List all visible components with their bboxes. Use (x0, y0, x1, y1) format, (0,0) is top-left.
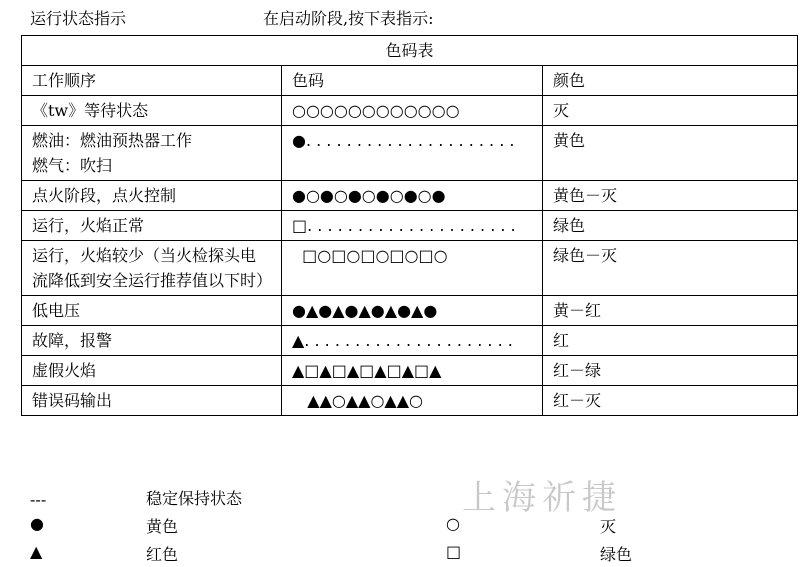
table-row (22, 356, 798, 386)
color-cell: 黄－红 (543, 296, 798, 326)
filled-circle-icon: ● (30, 514, 44, 533)
step-cell: 运行，火焰较少（当火检探头电流降低到安全运行推荐值以下时） (22, 241, 282, 296)
code-cell: □○□○□○□○□○ (282, 241, 543, 296)
open-circle-icon: ○ (446, 514, 460, 533)
step-cell: 错误码输出 (22, 386, 282, 416)
step-cell: 燃油：燃油预热器工作 燃气：吹扫 (22, 126, 282, 181)
color-cell: 黄色－灭 (543, 181, 798, 211)
header (30, 6, 790, 32)
code-cell: □. . . . . . . . . . . . . . . . . . . . . (282, 211, 543, 241)
column-header-step: 工作顺序 (22, 66, 282, 96)
step-cell: 《tw》等待状态 (22, 96, 282, 126)
code-cell: ●○●○●○●○●○● (282, 181, 543, 211)
table-row (22, 241, 798, 296)
code-cell: ▲. . . . . . . . . . . . . . . . . . . . . (282, 326, 543, 356)
status-indicator-heading: 运行状态指示 (30, 9, 127, 28)
legend-yellow-label: 黄色 (146, 517, 179, 536)
step-cell: 故障，报警 (22, 326, 282, 356)
color-cell: 绿色 (543, 211, 798, 241)
step-cell: 虚假火焰 (22, 356, 282, 386)
legend-red-label: 红色 (146, 545, 179, 564)
column-header-code: 色码 (282, 66, 543, 96)
code-cell: ▲□▲□▲□▲□▲□▲ (282, 356, 543, 386)
column-header-color: 颜色 (543, 66, 798, 96)
legend (0, 480, 800, 567)
code-cell: ▲▲○▲▲○▲▲○ (282, 386, 543, 416)
table-row (22, 386, 798, 416)
triangle-icon: ▲ (30, 542, 43, 561)
table-row (22, 126, 798, 181)
legend-dashes-label: 稳定保持状态 (146, 489, 243, 508)
legend-off-label: 灭 (600, 517, 617, 536)
table-title-row (22, 36, 798, 66)
table-row (22, 326, 798, 356)
table-title: 色码表 (22, 36, 798, 66)
code-cell: ○○○○○○○○○○○○ (282, 96, 543, 126)
table-header-row (22, 66, 798, 96)
color-cell: 黄色 (543, 126, 798, 181)
code-cell: ●. . . . . . . . . . . . . . . . . . . . . (282, 126, 543, 181)
square-icon: □ (446, 542, 462, 561)
color-cell: 红－灭 (543, 386, 798, 416)
table-row (22, 181, 798, 211)
step-cell: 点火阶段，点火控制 (22, 181, 282, 211)
watermark: 上海祈捷 (462, 478, 622, 518)
step-cell: 运行，火焰正常 (22, 211, 282, 241)
color-cell: 红－绿 (543, 356, 798, 386)
table-row (22, 296, 798, 326)
color-cell: 灭 (543, 96, 798, 126)
color-cell: 红 (543, 326, 798, 356)
table-row (22, 96, 798, 126)
color-cell: 绿色－灭 (543, 241, 798, 296)
code-cell: ●▲●▲●▲●▲●▲● (282, 296, 543, 326)
color-code-table (21, 35, 798, 416)
table-row (22, 211, 798, 241)
startup-instruction-heading: 在启动阶段,按下表指示: (263, 9, 434, 28)
legend-dashes-symbol: --- (30, 490, 47, 509)
legend-green-label: 绿色 (600, 545, 633, 564)
step-cell: 低电压 (22, 296, 282, 326)
